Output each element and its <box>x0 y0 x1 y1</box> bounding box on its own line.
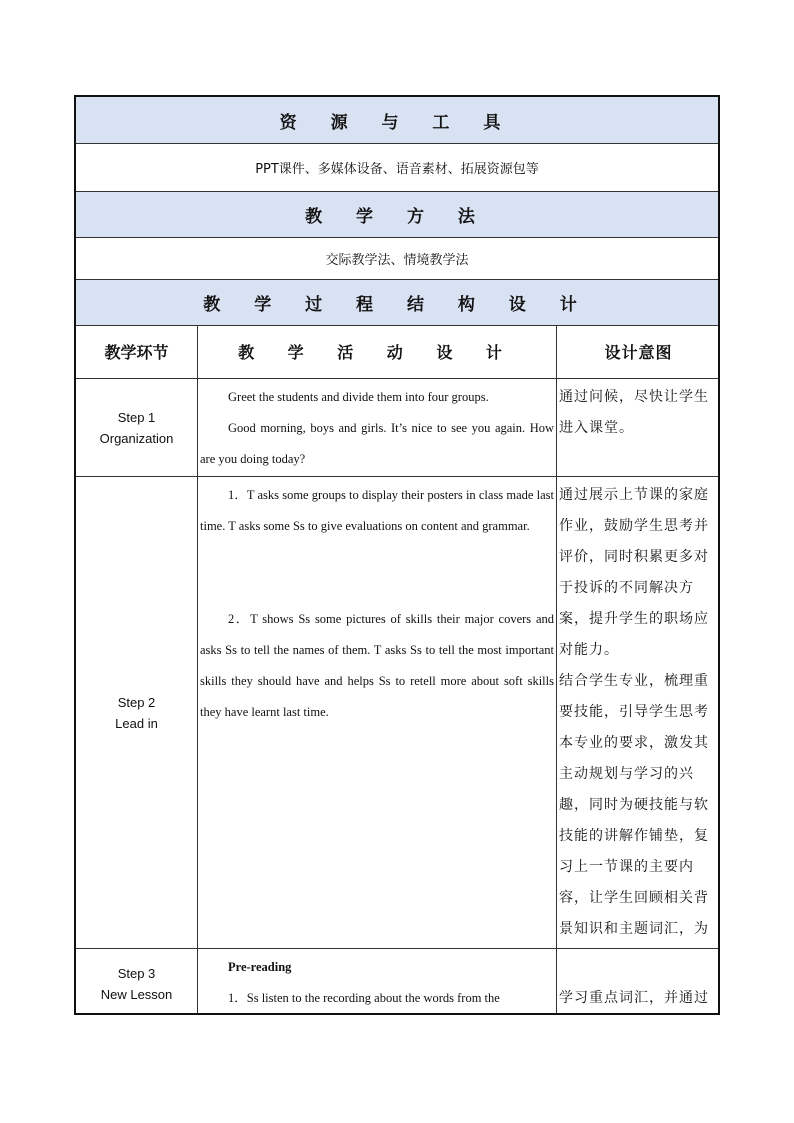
activity-paragraph: 2．T shows Ss some pictures of skills their major covers and asks Ss to tell the names of them. T asks Ss to tell the most important skills they should have and helps Ss to retell more about soft skills they have learnt last time. <box>200 612 554 719</box>
activity-paragraph: 1．T asks some groups to display their posters in class made last time. T asks some Ss to give evaluations on content and grammar. <box>200 488 554 533</box>
col-header-activity: 教 学 活 动 设 计 <box>198 326 557 378</box>
step-label <box>76 477 198 948</box>
methods-heading <box>76 192 718 238</box>
intent-paragraph: 通过展示上节课的家庭作业，鼓励学生思考并评价，同时积累更多对于投诉的不同解决方案，提升学生的职场应对能力。 <box>559 487 709 658</box>
lesson-plan-table <box>74 95 720 1015</box>
intent-paragraph: 结合学生专业，梳理重要技能，引导学生思考本专业的要求，激发其主动规划与学习的兴趣，同时为硬技能与软技能的讲解作铺垫，复习上一节课的主要内容，让学生回顾相关背景知识和主题词汇，为 <box>559 673 709 937</box>
intent-cell <box>557 477 720 948</box>
step-number: Step 3 <box>117 966 156 981</box>
resources-heading-text: 资 源 与 工 具 <box>279 112 515 133</box>
methods-content-text: 交际教学法、情境教学法 <box>325 253 469 268</box>
col-header-intent: 设计意图 <box>604 342 673 362</box>
activity-paragraph: Good morning, boys and girls. It’s nice to see you again. How are you doing today? <box>200 421 554 466</box>
activity-paragraph: Greet the students and divide them into four groups. <box>228 390 489 404</box>
step-number: Step 2 <box>117 694 156 710</box>
activity-subheading: Pre-reading <box>228 960 292 974</box>
step-name: Organization <box>99 430 174 446</box>
process-heading-text: 教 学 过 程 结 构 设 计 <box>203 295 591 315</box>
activity-cell <box>198 949 557 1015</box>
column-header-row <box>76 326 718 379</box>
step-name: New Lesson <box>100 987 173 1002</box>
activity-cell <box>198 477 557 948</box>
paragraph-spacer <box>200 542 554 604</box>
step-name: Lead in <box>115 715 158 731</box>
intent-cell: 通过问候，尽快让学生进入课堂。 <box>559 389 709 436</box>
step-row-2 <box>76 477 718 949</box>
activity-cell <box>198 379 557 476</box>
step-row-1 <box>76 379 718 477</box>
step-row-3 <box>76 949 718 1015</box>
resources-heading <box>76 97 718 144</box>
activity-paragraph: 1．Ss listen to the recording about the words from the <box>228 991 500 1005</box>
intent-cell <box>557 949 720 1015</box>
step-number: Step 1 <box>117 409 156 425</box>
process-heading <box>76 280 718 326</box>
step-label <box>76 949 198 1015</box>
intent-spacer <box>559 952 720 983</box>
step-label <box>76 379 198 476</box>
intent-paragraph: 学习重点词汇，并通过 <box>559 990 709 1006</box>
col-header-step: 教学环节 <box>76 326 198 378</box>
methods-heading-text: 教 学 方 法 <box>305 207 489 227</box>
resources-content-text: PPT课件、多媒体设备、语音素材、拓展资源包等 <box>255 162 539 177</box>
methods-content <box>76 238 718 280</box>
resources-content <box>76 144 718 192</box>
